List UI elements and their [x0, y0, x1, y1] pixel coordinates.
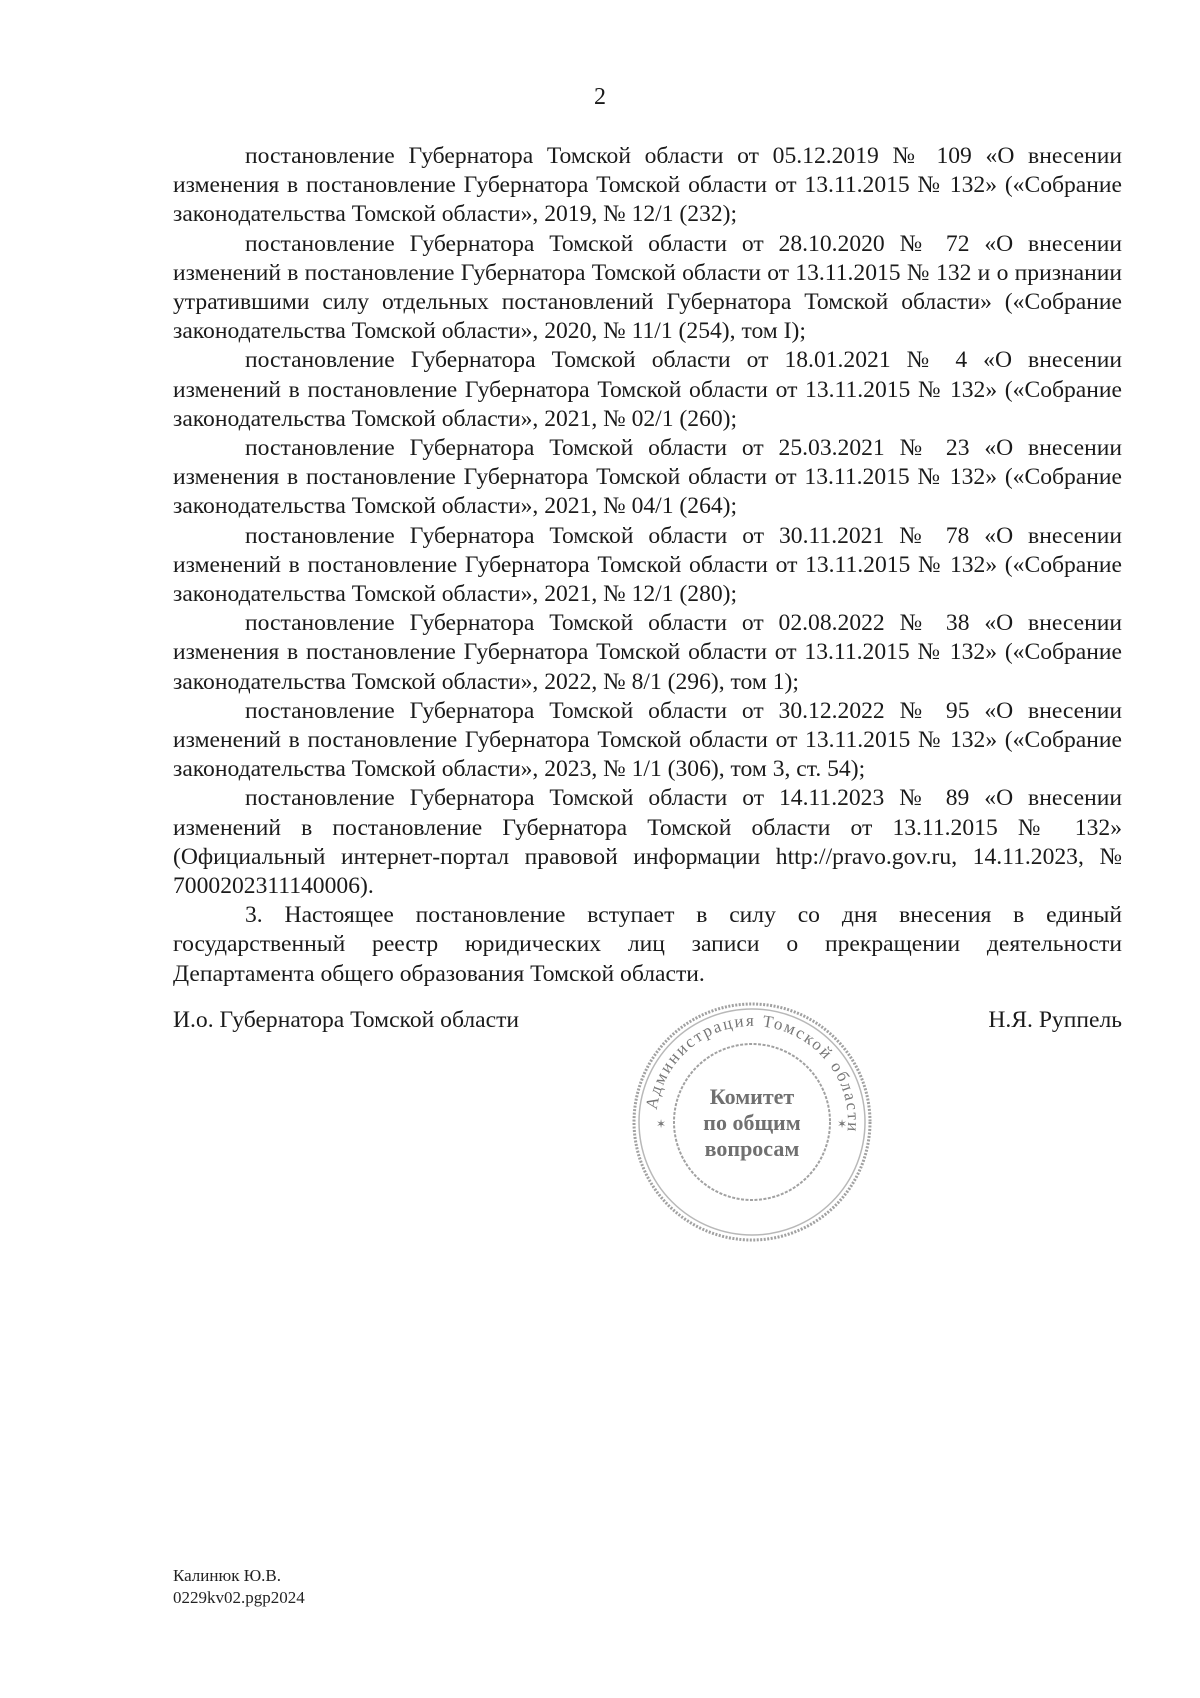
paragraph: постановление Губернатора Томской области от 18.01.2021 № 4 «О внесении изменений в постановление Губернатора Томской области от 13.11.2015 № 132» («Собрание законодательства Томской области», 2021, № 02/1 (260);: [173, 347, 1122, 432]
effective-date-paragraph: 3. Настоящее постановление вступает в силу со дня внесения в единый государственный реестр юридических лиц записи о прекращении деятельности Департамента общего образования Томской области.: [173, 902, 1122, 987]
svg-text:✶: ✶: [656, 1117, 667, 1131]
paragraph: постановление Губернатора Томской области от 30.11.2021 № 78 «О внесении изменений в постановление Губернатора Томской области от 13.11.2015 № 132» («Собрание законодательства Томской области», 2021, № 12/1 (280);: [173, 522, 1122, 608]
official-stamp: [630, 1000, 874, 1244]
paragraph: постановление Губернатора Томской области от 02.08.2022 № 38 «О внесении изменения в постановление Губернатора Томской области от 13.11.2015 № 132» («Собрание законодательства Томской области», 2022, № 8/1 (296), том 1);: [173, 610, 1122, 695]
paragraph: постановление Губернатора Томской области от 28.10.2020 № 72 «О внесении изменений в постановление Губернатора Томской области от 13.11.2015 № 132 и о признании утратившими силу отдельных постановлений Губернатора Томской области» («Собрание законодательства Томской области», 2020, № 11/1 (254), том I);: [173, 230, 1122, 345]
footer: [173, 1565, 305, 1609]
file-code: 0229kv02.pgp2024: [173, 1588, 305, 1607]
svg-text:по общим: по общим: [703, 1110, 801, 1135]
paragraph: постановление Губернатора Томской области от 30.12.2022 № 95 «О внесении изменений в постановление Губернатора Томской области от 13.11.2015 № 132» («Собрание законодательства Томской области», 2023, № 1/1 (306), том 3, ст. 54);: [173, 697, 1122, 783]
signer-name: Н.Я. Руппель: [988, 1007, 1122, 1033]
signer-position: И.о. Губернатора Томской области: [173, 1007, 520, 1033]
page-number: 2: [594, 84, 606, 110]
svg-text:Комитет: Комитет: [709, 1084, 795, 1109]
executor-name: Калинюк Ю.В.: [173, 1566, 282, 1585]
stamp-seal-icon: [630, 1000, 874, 1244]
svg-text:вопросам: вопросам: [704, 1136, 800, 1161]
document-body: [173, 142, 1122, 989]
svg-text:✶: ✶: [837, 1117, 848, 1131]
paragraph: постановление Губернатора Томской области от 14.11.2023 № 89 «О внесении изменений в постановление Губернатора Томской области от 13.11.2015 № 132» (Официальный интернет-портал правовой информации http://pravo.gov.ru, 14.11.2023, № 7000202311140006).: [173, 785, 1122, 900]
stamp-ring-text: Администрация Томской области: [641, 1010, 864, 1134]
paragraph: постановление Губернатора Томской области от 05.12.2019 № 109 «О внесении изменения в постановление Губернатора Томской области от 13.11.2015 № 132» («Собрание законодательства Томской области», 2019, № 12/1 (232);: [173, 143, 1122, 228]
paragraph: постановление Губернатора Томской области от 25.03.2021 № 23 «О внесении изменения в постановление Губернатора Томской области от 13.11.2015 № 132» («Собрание законодательства Томской области», 2021, № 04/1 (264);: [173, 435, 1122, 520]
